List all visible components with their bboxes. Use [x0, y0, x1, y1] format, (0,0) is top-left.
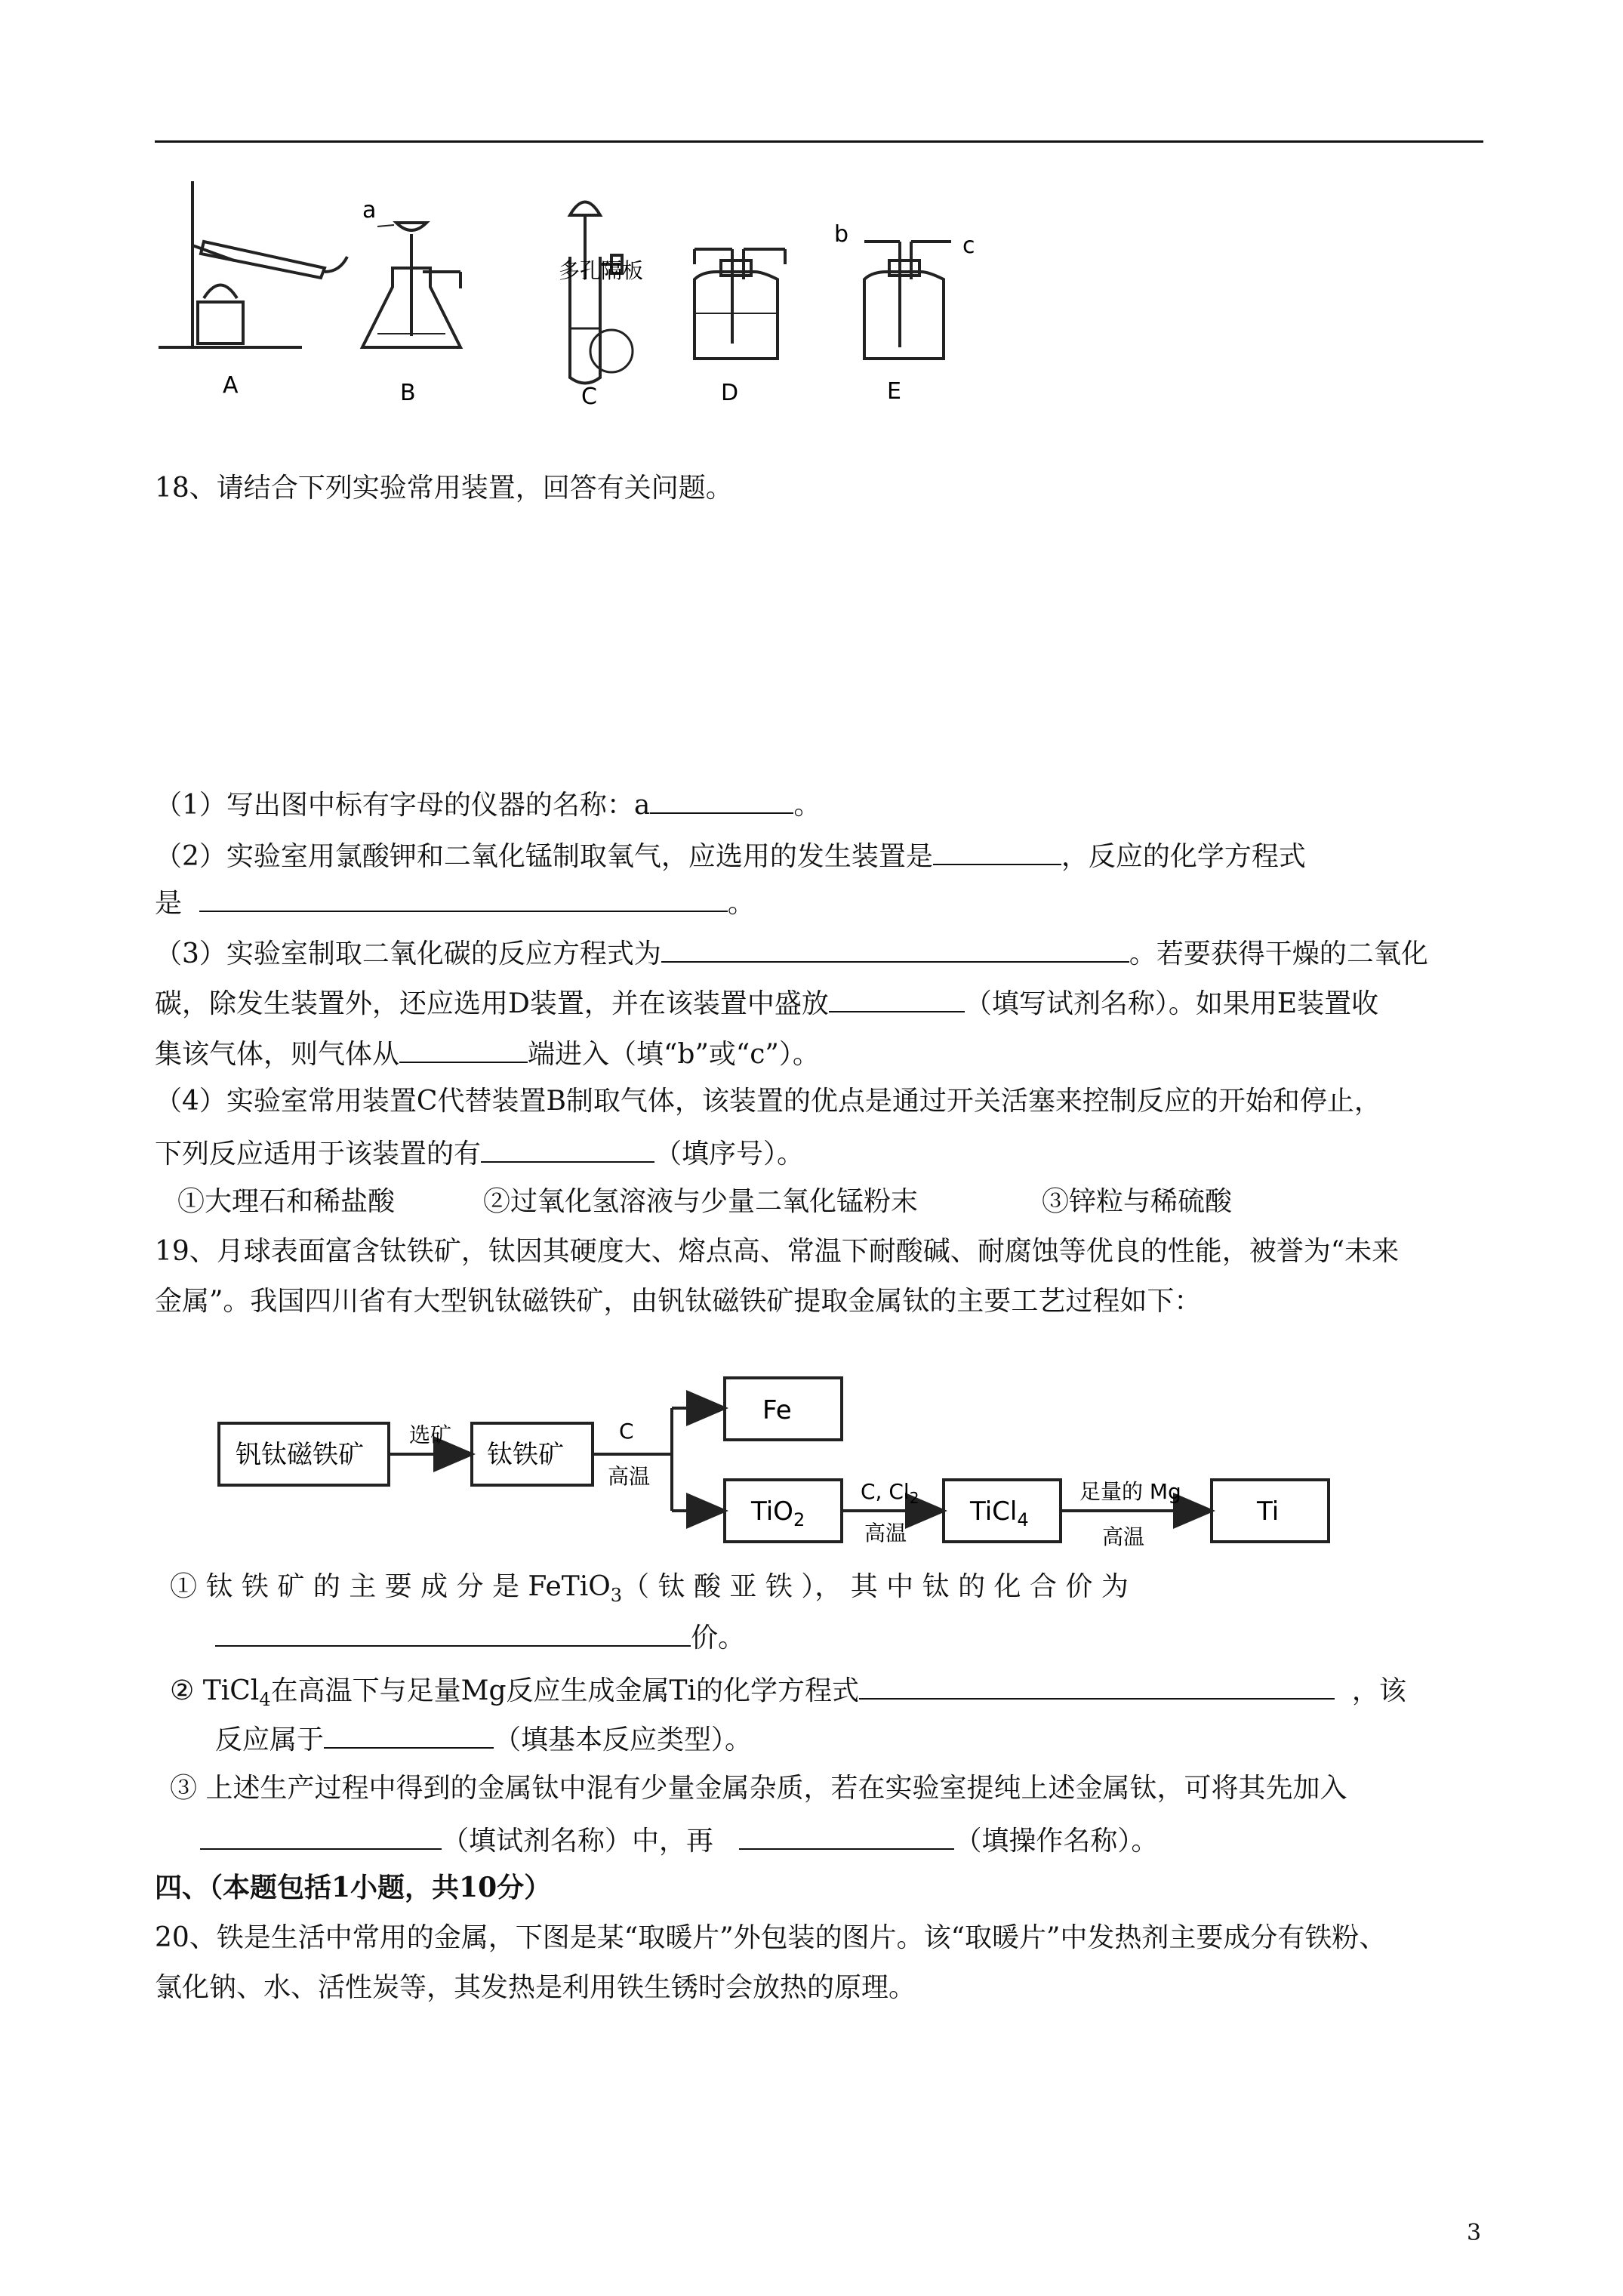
- porous-plate-label: 多孔隔板: [559, 258, 644, 283]
- process-flow-diagram: [211, 1355, 1374, 1559]
- q18-title: 18、请结合下列实验常用装置，回答有关问题。: [155, 473, 733, 504]
- blank-generator[interactable]: [933, 837, 1061, 865]
- apparatus-label-e: E: [887, 378, 901, 405]
- blank-reagent-name[interactable]: [200, 1821, 442, 1850]
- flow-step4-top: 足量的 Mg: [1079, 1479, 1181, 1504]
- apparatus-b-drawing: [362, 223, 460, 347]
- apparatus-marker-a: a: [362, 197, 377, 223]
- blank-gas-inlet[interactable]: [399, 1034, 528, 1063]
- q18-part2-line1: （2）实验室用氯酸钾和二氧化锰制取氧气，应选用的发生装置是 ，反应的化学方程式: [155, 837, 1306, 874]
- section4-title: 四、（本题包括1小题，共10分）: [155, 1872, 552, 1903]
- q18-part4-line1: （4）实验室常用装置C代替装置B制取气体，该装置的优点是通过开关活塞来控制反应的开始和停止，: [155, 1086, 1381, 1117]
- header-rule: [155, 140, 1483, 143]
- apparatus-d-drawing: [694, 249, 785, 359]
- q19-sub1-line1: ① 钛 铁 矿 的 主 要 成 分 是 FeTiO$_3$（ 钛 酸 亚 铁 ）， 其 中 钛 的 化 合 价 为: [170, 1571, 1129, 1607]
- q18-part2-line2: 是 。: [155, 883, 755, 920]
- blank-reaction-type[interactable]: [324, 1720, 494, 1749]
- blank-equation-co2[interactable]: [661, 934, 1129, 963]
- page-number: 3: [1467, 2220, 1482, 2246]
- q19-sub3-line1: ③ 上述生产过程中得到的金属钛中混有少量金属杂质，若在实验室提纯上述金属钛，可将其先加入: [170, 1773, 1347, 1804]
- flow-box-tio2-text: TiO$_2$: [751, 1496, 805, 1530]
- q19-intro-line1: 19、月球表面富含钛铁矿，钛因其硬度大、熔点高、常温下耐酸碱、耐腐蚀等优良的性能，被誉为“未来: [155, 1236, 1400, 1267]
- flow-step1-label: 选矿: [409, 1422, 452, 1447]
- apparatus-e-drawing: [864, 242, 951, 359]
- blank-equation-ti[interactable]: [859, 1671, 1335, 1700]
- q19-intro-line2: 金属”。我国四川省有大型钒钛磁铁矿，由钒钛磁铁矿提取金属钛的主要工艺过程如下：: [155, 1286, 1202, 1317]
- apparatus-marker-b: b: [834, 221, 849, 248]
- blank-ti-valence[interactable]: [215, 1618, 691, 1647]
- q19-sub2-line2: 反应属于 （填基本反应类型）。: [215, 1720, 752, 1757]
- apparatus-marker-c: c: [962, 233, 975, 259]
- blank-reactions[interactable]: [481, 1134, 654, 1163]
- q20-line2: 氯化钠、水、活性炭等，其发热是利用铁生锈时会放热的原理。: [155, 1972, 916, 2003]
- flow-box-ti-text: Ti: [1257, 1496, 1280, 1527]
- apparatus-label-a: A: [223, 372, 239, 399]
- q19-sub3-line2: （填试剂名称）中，再 （填操作名称）。: [200, 1821, 1158, 1858]
- blank-operation-name[interactable]: [739, 1821, 954, 1850]
- q19-sub2-line1: ② TiCl$_4$在高温下与足量Mg反应生成金属Ti的化学方程式 ，该: [170, 1671, 1406, 1716]
- apparatus-c-drawing: [570, 202, 633, 384]
- q18-part3-line2: 碳，除发生装置外，还应选用D装置，并在该装置中盛放 （填写试剂名称）。如果用E装置收: [155, 984, 1378, 1021]
- q18-option1: ①大理石和稀盐酸: [177, 1186, 396, 1217]
- flow-step3-bottom: 高温: [864, 1521, 907, 1546]
- apparatus-figure: [151, 159, 981, 453]
- blank-a-name[interactable]: [650, 785, 793, 814]
- blank-equation-o2[interactable]: [199, 883, 728, 912]
- q18-option3: ③锌粒与稀硫酸: [1042, 1186, 1233, 1217]
- q19-sub1-line2: 价。: [215, 1618, 745, 1655]
- flow-box-fe-text: Fe: [762, 1395, 792, 1425]
- blank-drying-reagent[interactable]: [829, 984, 965, 1012]
- flow-box-ilmenite-text: 钛铁矿: [487, 1440, 564, 1470]
- q18-option2: ②过氧化氢溶液与少量二氧化锰粉末: [483, 1186, 919, 1217]
- flow-step4-bottom: 高温: [1102, 1524, 1145, 1549]
- apparatus-label-d: D: [721, 380, 739, 406]
- flow-box-ore-text: 钒钛磁铁矿: [236, 1440, 364, 1470]
- apparatus-label-c: C: [581, 384, 597, 410]
- q18-part3-line1: （3）实验室制取二氧化碳的反应方程式为 。若要获得干燥的二氧化: [155, 934, 1428, 971]
- q18-part4-line2: 下列反应适用于该装置的有 （填序号）。: [155, 1134, 804, 1171]
- q20-line1: 20、铁是生活中常用的金属，下图是某“取暖片”外包装的图片。该“取暖片”中发热剂主要成分有铁粉、: [155, 1922, 1387, 1953]
- flow-box-ticl4-text: TiCl$_4$: [970, 1496, 1029, 1530]
- flow-step2-top: C: [619, 1419, 634, 1444]
- flow-step2-bottom: 高温: [608, 1464, 651, 1489]
- q18-part3-line3: 集该气体，则气体从 端进入（填“b”或“c”）。: [155, 1034, 820, 1071]
- apparatus-label-b: B: [400, 380, 416, 406]
- q18-part1: （1）写出图中标有字母的仪器的名称：a 。: [155, 785, 821, 822]
- flow-step3-top: C, $Cl_2$: [861, 1479, 919, 1507]
- apparatus-a-drawing: [159, 181, 347, 347]
